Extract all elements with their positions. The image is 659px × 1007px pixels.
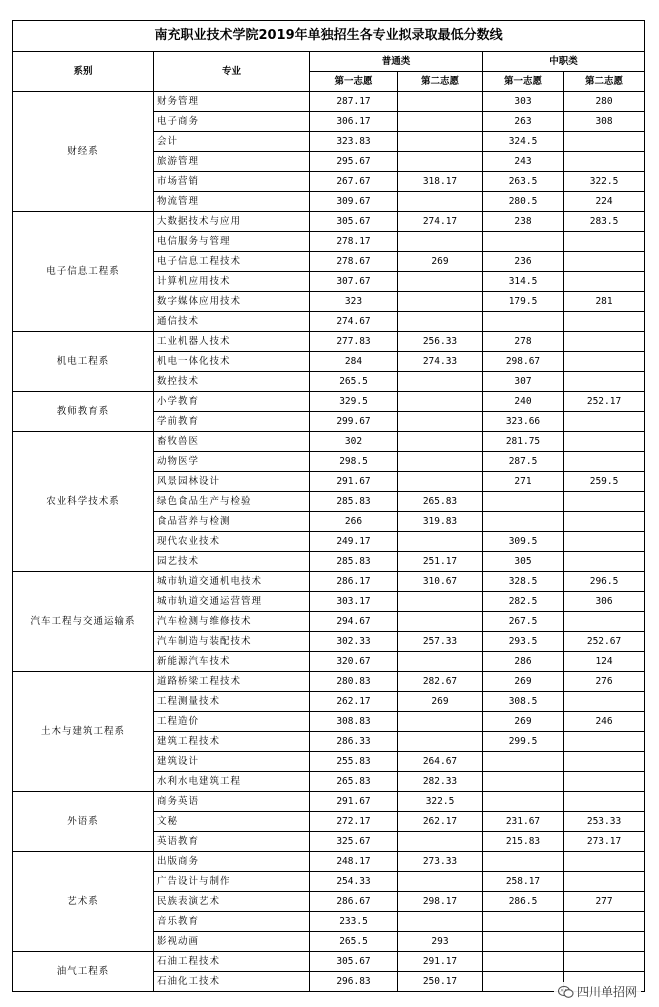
vocational-first-cell: 307 [483,372,564,392]
general-second-cell: 298.17 [398,892,483,912]
vocational-first-cell [483,512,564,532]
general-second-cell: 273.33 [398,852,483,872]
vocational-second-cell: 322.5 [564,172,645,192]
major-cell: 城市轨道交通运营管理 [154,592,310,612]
vocational-second-cell [564,232,645,252]
header-vocational-second-choice: 第二志愿 [564,72,645,92]
general-second-cell [398,432,483,452]
general-second-cell [398,92,483,112]
vocational-first-cell: 303 [483,92,564,112]
general-second-cell: 274.33 [398,352,483,372]
major-cell: 出版商务 [154,852,310,872]
department-cell: 艺术系 [13,852,154,952]
vocational-first-cell: 263.5 [483,172,564,192]
vocational-second-cell: 306 [564,592,645,612]
vocational-second-cell [564,492,645,512]
general-second-cell [398,472,483,492]
general-first-cell: 272.17 [310,812,398,832]
vocational-second-cell: 280 [564,92,645,112]
department-cell: 土木与建筑工程系 [13,672,154,792]
general-first-cell: 305.67 [310,212,398,232]
header-vocational: 中职类 [483,52,645,72]
department-cell: 机电工程系 [13,332,154,392]
major-cell: 建筑工程技术 [154,732,310,752]
vocational-first-cell: 258.17 [483,872,564,892]
department-cell: 电子信息工程系 [13,212,154,332]
vocational-second-cell: 124 [564,652,645,672]
watermark-text: 四川单招网 [576,985,637,999]
vocational-second-cell [564,692,645,712]
major-cell: 建筑设计 [154,752,310,772]
major-cell: 旅游管理 [154,152,310,172]
general-second-cell [398,232,483,252]
vocational-second-cell [564,312,645,332]
vocational-second-cell: 252.67 [564,632,645,652]
major-cell: 财务管理 [154,92,310,112]
vocational-second-cell: 277 [564,892,645,912]
vocational-first-cell: 286.5 [483,892,564,912]
general-first-cell: 255.83 [310,752,398,772]
general-second-cell [398,132,483,152]
vocational-second-cell [564,612,645,632]
major-cell: 电信服务与管理 [154,232,310,252]
vocational-second-cell: 224 [564,192,645,212]
vocational-second-cell: 253.33 [564,812,645,832]
general-first-cell: 286.67 [310,892,398,912]
general-second-cell [398,712,483,732]
vocational-first-cell: 324.5 [483,132,564,152]
vocational-second-cell [564,252,645,272]
table-title: 南充职业技术学院2019年单独招生各专业拟录取最低分数线 [13,21,645,52]
major-cell: 影视动画 [154,932,310,952]
table-row [13,852,645,872]
major-cell: 电子信息工程技术 [154,252,310,272]
general-first-cell: 306.17 [310,112,398,132]
major-cell: 英语教育 [154,832,310,852]
general-second-cell [398,652,483,672]
vocational-second-cell [564,352,645,372]
general-first-cell: 277.83 [310,332,398,352]
vocational-first-cell: 278 [483,332,564,352]
general-second-cell [398,272,483,292]
general-first-cell: 248.17 [310,852,398,872]
major-cell: 工程造价 [154,712,310,732]
general-second-cell: 256.33 [398,332,483,352]
vocational-first-cell [483,752,564,772]
general-first-cell: 302 [310,432,398,452]
general-first-cell: 296.83 [310,972,398,992]
general-second-cell: 310.67 [398,572,483,592]
general-first-cell: 295.67 [310,152,398,172]
general-first-cell: 286.17 [310,572,398,592]
table-row [13,92,645,112]
general-second-cell [398,292,483,312]
general-first-cell: 265.83 [310,772,398,792]
vocational-first-cell: 280.5 [483,192,564,212]
general-first-cell: 280.83 [310,672,398,692]
general-first-cell: 287.17 [310,92,398,112]
general-second-cell [398,452,483,472]
vocational-first-cell: 308.5 [483,692,564,712]
general-first-cell: 267.67 [310,172,398,192]
major-cell: 汽车检测与维修技术 [154,612,310,632]
general-first-cell: 305.67 [310,952,398,972]
general-second-cell [398,912,483,932]
vocational-first-cell: 271 [483,472,564,492]
header-dept: 系别 [13,52,154,92]
table-row [13,952,645,972]
header-vocational-first-choice: 第一志愿 [483,72,564,92]
general-first-cell: 285.83 [310,492,398,512]
major-cell: 民族表演艺术 [154,892,310,912]
vocational-first-cell: 323.66 [483,412,564,432]
vocational-first-cell [483,932,564,952]
vocational-first-cell [483,912,564,932]
general-second-cell [398,112,483,132]
general-second-cell: 262.17 [398,812,483,832]
general-second-cell: 282.33 [398,772,483,792]
major-cell: 石油化工技术 [154,972,310,992]
department-cell: 汽车工程与交通运输系 [13,572,154,672]
general-first-cell: 284 [310,352,398,372]
general-first-cell: 308.83 [310,712,398,732]
general-second-cell [398,732,483,752]
general-first-cell: 299.67 [310,412,398,432]
major-cell: 广告设计与制作 [154,872,310,892]
vocational-first-cell: 309.5 [483,532,564,552]
major-cell: 城市轨道交通机电技术 [154,572,310,592]
general-first-cell: 265.5 [310,372,398,392]
general-second-cell: 293 [398,932,483,952]
vocational-first-cell: 240 [483,392,564,412]
general-first-cell: 286.33 [310,732,398,752]
vocational-second-cell [564,272,645,292]
vocational-second-cell [564,152,645,172]
general-second-cell: 274.17 [398,212,483,232]
major-cell: 机电一体化技术 [154,352,310,372]
general-second-cell: 269 [398,692,483,712]
general-first-cell: 266 [310,512,398,532]
general-first-cell: 302.33 [310,632,398,652]
vocational-first-cell: 287.5 [483,452,564,472]
general-second-cell [398,412,483,432]
major-cell: 学前教育 [154,412,310,432]
general-first-cell: 291.67 [310,792,398,812]
vocational-second-cell [564,932,645,952]
vocational-second-cell [564,432,645,452]
major-cell: 新能源汽车技术 [154,652,310,672]
vocational-first-cell: 263 [483,112,564,132]
general-second-cell [398,872,483,892]
vocational-first-cell: 236 [483,252,564,272]
major-cell: 石油工程技术 [154,952,310,972]
wechat-icon [558,985,574,999]
header-major: 专业 [154,52,310,92]
vocational-first-cell: 314.5 [483,272,564,292]
vocational-second-cell [564,132,645,152]
vocational-second-cell: 281 [564,292,645,312]
vocational-first-cell: 286 [483,652,564,672]
general-second-cell [398,532,483,552]
vocational-second-cell [564,872,645,892]
vocational-first-cell: 231.67 [483,812,564,832]
major-cell: 会计 [154,132,310,152]
general-first-cell: 323.83 [310,132,398,152]
major-cell: 水利水电建筑工程 [154,772,310,792]
vocational-second-cell: 246 [564,712,645,732]
vocational-second-cell [564,532,645,552]
department-cell: 农业科学技术系 [13,432,154,572]
table-row [13,212,645,232]
major-cell: 风景园林设计 [154,472,310,492]
major-cell: 市场营销 [154,172,310,192]
general-second-cell: 318.17 [398,172,483,192]
general-second-cell: 269 [398,252,483,272]
general-second-cell: 257.33 [398,632,483,652]
general-second-cell [398,592,483,612]
vocational-first-cell: 269 [483,712,564,732]
vocational-second-cell [564,332,645,352]
admission-score-table [12,20,645,992]
vocational-second-cell [564,452,645,472]
general-first-cell: 274.67 [310,312,398,332]
major-cell: 音乐教育 [154,912,310,932]
general-first-cell: 294.67 [310,612,398,632]
general-second-cell: 322.5 [398,792,483,812]
general-first-cell: 303.17 [310,592,398,612]
vocational-second-cell: 276 [564,672,645,692]
general-second-cell: 319.83 [398,512,483,532]
general-second-cell [398,392,483,412]
general-second-cell [398,612,483,632]
major-cell: 畜牧兽医 [154,432,310,452]
header-general-first-choice: 第一志愿 [310,72,398,92]
general-second-cell: 250.17 [398,972,483,992]
major-cell: 通信技术 [154,312,310,332]
major-cell: 绿色食品生产与检验 [154,492,310,512]
vocational-first-cell [483,772,564,792]
major-cell: 商务英语 [154,792,310,812]
general-first-cell: 329.5 [310,392,398,412]
department-cell: 教师教育系 [13,392,154,432]
vocational-second-cell: 296.5 [564,572,645,592]
vocational-second-cell: 259.5 [564,472,645,492]
table-body [13,92,645,992]
general-second-cell [398,372,483,392]
table-row [13,432,645,452]
department-cell: 财经系 [13,92,154,212]
vocational-first-cell [483,492,564,512]
vocational-first-cell: 305 [483,552,564,572]
department-cell: 外语系 [13,792,154,852]
major-cell: 汽车制造与装配技术 [154,632,310,652]
vocational-first-cell: 298.67 [483,352,564,372]
vocational-second-cell [564,952,645,972]
major-cell: 工业机器人技术 [154,332,310,352]
general-first-cell: 320.67 [310,652,398,672]
general-first-cell: 285.83 [310,552,398,572]
vocational-first-cell: 299.5 [483,732,564,752]
vocational-second-cell [564,412,645,432]
vocational-second-cell: 252.17 [564,392,645,412]
general-first-cell: 309.67 [310,192,398,212]
general-first-cell: 278.67 [310,252,398,272]
general-first-cell: 291.67 [310,472,398,492]
general-first-cell: 307.67 [310,272,398,292]
major-cell: 文秘 [154,812,310,832]
major-cell: 大数据技术与应用 [154,212,310,232]
table-row [13,792,645,812]
table-row [13,332,645,352]
vocational-first-cell: 282.5 [483,592,564,612]
major-cell: 现代农业技术 [154,532,310,552]
vocational-second-cell [564,912,645,932]
vocational-second-cell [564,752,645,772]
header-general: 普通类 [310,52,483,72]
general-second-cell [398,192,483,212]
vocational-first-cell: 179.5 [483,292,564,312]
general-first-cell: 298.5 [310,452,398,472]
general-first-cell: 254.33 [310,872,398,892]
general-first-cell: 278.17 [310,232,398,252]
vocational-first-cell [483,792,564,812]
vocational-first-cell: 281.75 [483,432,564,452]
general-second-cell: 265.83 [398,492,483,512]
header-general-second-choice: 第二志愿 [398,72,483,92]
major-cell: 道路桥梁工程技术 [154,672,310,692]
general-first-cell: 262.17 [310,692,398,712]
vocational-second-cell [564,852,645,872]
general-first-cell: 233.5 [310,912,398,932]
vocational-second-cell: 273.17 [564,832,645,852]
general-second-cell: 264.67 [398,752,483,772]
vocational-second-cell: 308 [564,112,645,132]
general-second-cell: 291.17 [398,952,483,972]
vocational-second-cell [564,792,645,812]
major-cell: 数字媒体应用技术 [154,292,310,312]
vocational-first-cell: 267.5 [483,612,564,632]
vocational-first-cell: 238 [483,212,564,232]
major-cell: 数控技术 [154,372,310,392]
general-first-cell: 325.67 [310,832,398,852]
general-first-cell: 323 [310,292,398,312]
general-first-cell: 265.5 [310,932,398,952]
vocational-first-cell: 243 [483,152,564,172]
major-cell: 工程测量技术 [154,692,310,712]
general-second-cell: 251.17 [398,552,483,572]
major-cell: 物流管理 [154,192,310,212]
vocational-first-cell: 269 [483,672,564,692]
general-second-cell [398,832,483,852]
major-cell: 计算机应用技术 [154,272,310,292]
table-row [13,572,645,592]
vocational-second-cell [564,732,645,752]
general-second-cell [398,312,483,332]
table-row [13,672,645,692]
vocational-first-cell [483,972,564,992]
vocational-first-cell [483,852,564,872]
general-first-cell: 249.17 [310,532,398,552]
vocational-second-cell [564,372,645,392]
major-cell: 食品营养与检测 [154,512,310,532]
major-cell: 小学教育 [154,392,310,412]
department-cell: 油气工程系 [13,952,154,992]
general-second-cell [398,152,483,172]
vocational-second-cell [564,512,645,532]
major-cell: 园艺技术 [154,552,310,572]
vocational-first-cell [483,952,564,972]
vocational-second-cell: 283.5 [564,212,645,232]
watermark [554,982,641,1001]
general-second-cell: 282.67 [398,672,483,692]
vocational-first-cell: 328.5 [483,572,564,592]
major-cell: 电子商务 [154,112,310,132]
table-row [13,392,645,412]
major-cell: 动物医学 [154,452,310,472]
vocational-second-cell [564,552,645,572]
vocational-second-cell [564,772,645,792]
vocational-first-cell [483,232,564,252]
vocational-first-cell: 293.5 [483,632,564,652]
vocational-first-cell: 215.83 [483,832,564,852]
vocational-first-cell [483,312,564,332]
